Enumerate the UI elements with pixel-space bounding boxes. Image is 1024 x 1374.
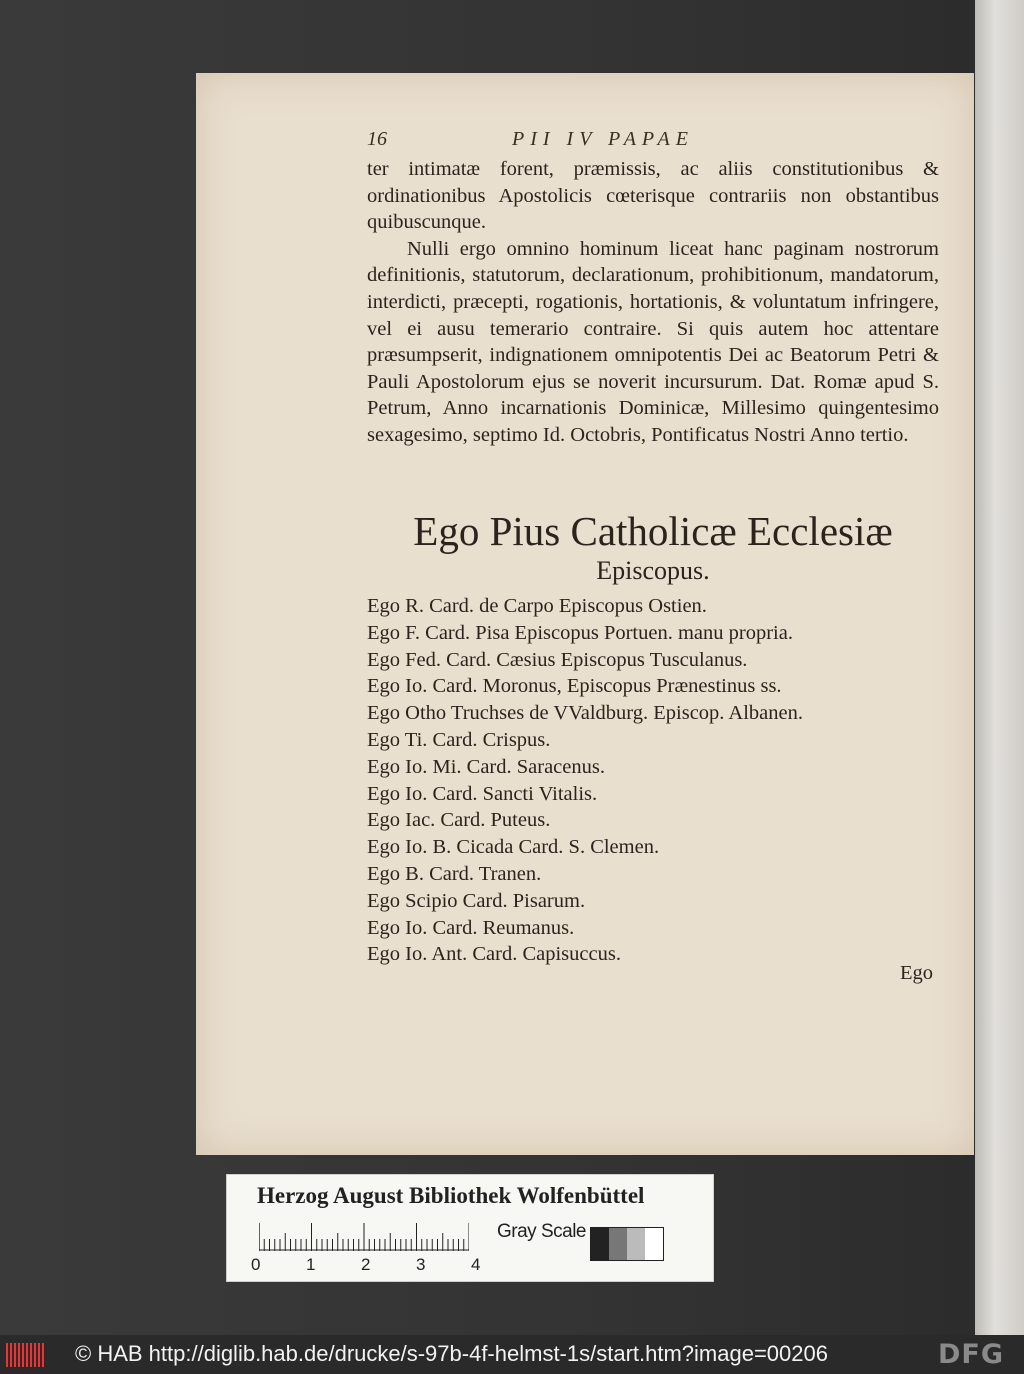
signatory-line: Ego Otho Truchses de VValdburg. Episcop. Albanen. [367,702,803,725]
signatory-line: Ego Io. Mi. Card. Saracenus. [367,755,605,778]
footer-bar [0,1335,1024,1374]
catchword: Ego [900,962,934,984]
signature-title [367,506,939,586]
ruler-number: 4 [471,1255,481,1274]
adjacent-page-edge [975,0,1024,1335]
signatory-line: Ego B. Card. Tranen. [367,862,542,885]
ruler-numbers [251,1255,491,1275]
body-text [367,156,939,449]
signatory-line: Ego Io. Card. Sancti Vitalis. [367,782,598,805]
signatory-line: Ego Io. Card. Moronus, Episcopus Prænestinus ss. [367,675,782,698]
gray-swatch [609,1228,627,1260]
page-number: 16 [367,128,387,150]
paragraph-2: Nulli ergo omnino hominum liceat hanc paginam nostrorum definitionis, statutorum, declarationum, prohibitionum, mandatorum, interdicti, præcepti, rogationis, hortationis, & voluntatum infringere, vel ei ausu temerario contraire. Si quis autem hoc attentare præsumpserit, indignationem omnipotentis Dei ac Beatorum Petri & Pauli Apostolorum ejus se noverit incursurum. Dat. Romæ apud S. Petrum, Anno incarnationis Dominicæ, Millesimo quingentesimo sexagesimo, septimo Id. Octobris, Pontificatus Nostri Anno tertio. [367,237,939,446]
signatory-line: Ego R. Card. de Carpo Episcopus Ostien. [367,595,707,617]
ruler-number: 3 [416,1255,426,1274]
ruler-number: 0 [251,1255,261,1274]
signatory-line: Ego Io. B. Cicada Card. S. Clemen. [367,836,660,859]
signatory-line: Ego Ti. Card. Crispus. [367,728,551,751]
signatory-line: Ego Io. Ant. Card. Capisuccus. [367,943,621,966]
gray-scale-swatches [590,1227,664,1261]
ruler-number: 1 [306,1255,316,1274]
paragraph-1: ter intimatæ forent, præmissis, ac aliis constitutionibus & ordinationibus Apostolicis cœterisque contrariis non obstantibus quibuscunque. [367,158,939,234]
gray-scale-label: Gray Scale [497,1221,586,1242]
signatory-list [367,593,939,968]
page-header [367,128,937,154]
signatory-line: Ego Fed. Card. Cæsius Episcopus Tusculanus. [367,648,748,671]
gray-swatch [645,1228,663,1260]
ruler-scale [259,1223,469,1251]
barcode-icon [6,1343,46,1367]
signature-title-line2: Episcopus. [596,556,710,585]
signatory-line: Ego F. Card. Pisa Episcopus Portuen. manu propria. [367,621,793,644]
card-title: Herzog August Bibliothek Wolfenbüttel [257,1183,645,1208]
source-url[interactable]: © HAB http://diglib.hab.de/drucke/s-97b-4f-helmst-1s/start.htm?image=00206 [75,1341,828,1366]
gray-swatch [627,1228,645,1260]
signature-title-line1: Ego Pius Catholicæ Ecclesiæ [413,508,893,554]
ruler-number: 2 [361,1255,371,1274]
dfg-logo: DFG [938,1339,1005,1370]
signatory-line: Ego Scipio Card. Pisarum. [367,889,586,912]
color-reference-card [226,1174,714,1282]
signatory-line: Ego Io. Card. Reumanus. [367,916,575,939]
signatory-line: Ego Iac. Card. Puteus. [367,809,551,832]
gray-swatch [591,1228,609,1260]
running-head: PII IV PAPAE [512,128,694,150]
